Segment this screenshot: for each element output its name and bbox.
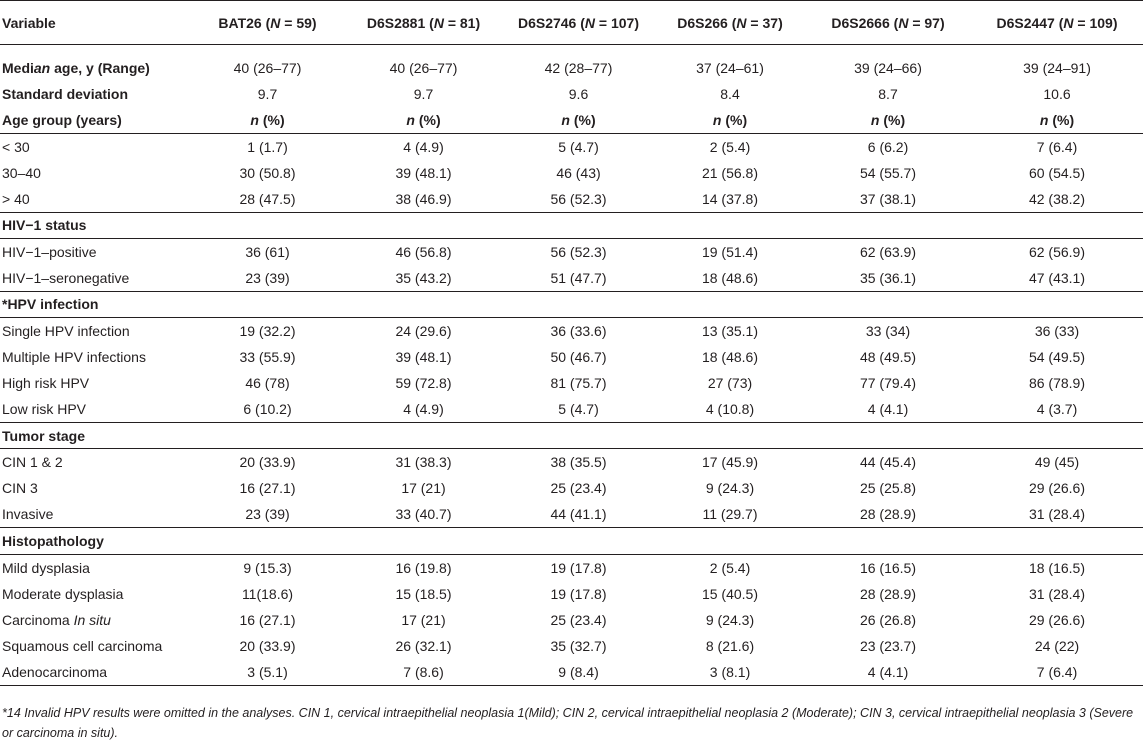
row-label: 30–40 — [2, 164, 41, 181]
table-header-row — [0, 1, 1143, 45]
table-cell: 28 (28.9) — [805, 502, 971, 528]
table-cell: 15 (18.5) — [395, 585, 452, 602]
table-cell: 29 (26.6) — [1028, 480, 1086, 497]
table-cell: 29 (26.6) — [1028, 611, 1086, 628]
header-variable: Variable — [0, 1, 190, 45]
row-label: Carcinoma In situ — [2, 611, 111, 628]
table-cell: 56 (52.3) — [550, 243, 607, 260]
table-cell: 33 (55.9) — [239, 348, 296, 365]
table-cell: 6 (6.2) — [867, 138, 909, 155]
table-cell: 4 (10.8) — [655, 396, 805, 422]
table-cell: 49 (45) — [1034, 454, 1080, 471]
table-cell: 11 (29.7) — [655, 502, 805, 528]
table-cell: 54 (49.5) — [1028, 348, 1086, 365]
table-cell: 6 (10.2) — [190, 396, 345, 422]
table-cell: 15 (40.5) — [701, 585, 759, 602]
table-cell: 7 (6.4) — [1036, 138, 1078, 155]
table-cell: 17 (21) — [401, 611, 446, 628]
table-cell: 4 (4.1) — [805, 396, 971, 422]
section-label: *HPV infection — [0, 291, 190, 317]
row-label: Mild dysplasia — [2, 559, 90, 576]
table-cell: 9.7 — [257, 85, 278, 102]
row-label: HIV−1–positive — [2, 243, 97, 260]
table-cell: 77 (79.4) — [859, 375, 917, 392]
table-cell: 23 (39) — [190, 265, 345, 291]
table-row-median-age — [0, 55, 1143, 81]
table-cell: 20 (33.9) — [239, 638, 296, 655]
row-label: Multiple HPV infections — [2, 348, 146, 365]
table-cell: 4 (4.9) — [345, 396, 502, 422]
table-cell: 31 (28.4) — [971, 502, 1143, 528]
table-cell: 19 (51.4) — [701, 243, 759, 260]
table-cell: 19 (32.2) — [239, 322, 296, 339]
table-row — [0, 265, 1143, 291]
section-header-age-group — [0, 107, 1143, 133]
table-cell: 19 (17.8) — [550, 585, 607, 602]
table-cell: 62 (63.9) — [859, 243, 917, 260]
table-cell: 4 (4.9) — [403, 138, 444, 155]
table-cell: 37 (24–61) — [696, 59, 764, 76]
table-cell: 86 (78.9) — [1028, 375, 1086, 392]
table-cell: 9.7 — [413, 85, 434, 102]
table-row — [0, 633, 1143, 659]
table-cell: 9 (15.3) — [243, 559, 292, 576]
table-cell: 38 (46.9) — [345, 186, 502, 212]
table-cell: 42 (28–77) — [544, 59, 613, 76]
n-pct-header: n (%) — [502, 107, 655, 133]
table-cell: 1 (1.7) — [247, 138, 288, 155]
table-cell: 18 (48.6) — [701, 348, 759, 365]
section-header-hiv-status — [0, 212, 1143, 238]
row-label: High risk HPV — [2, 375, 90, 392]
table-cell: 7 (6.4) — [971, 659, 1143, 685]
table-cell: 26 (26.8) — [859, 611, 917, 628]
table-cell: 16 (27.1) — [239, 480, 296, 497]
header-col-d6s2666: D6S2666 (N = 97) — [805, 1, 971, 45]
table-row-standard-deviation — [0, 81, 1143, 107]
table-row — [0, 239, 1143, 265]
table-cell: 21 (56.8) — [701, 164, 759, 181]
table-cell: 42 (38.2) — [971, 186, 1143, 212]
table-cell: 20 (33.9) — [239, 454, 296, 471]
header-col-d6s2746: D6S2746 (N = 107) — [502, 1, 655, 45]
table-cell: 36 (61) — [245, 243, 290, 260]
n-pct-header: n (%) — [805, 107, 971, 133]
table-cell: 17 (21) — [401, 480, 446, 497]
table-cell: 8.7 — [878, 85, 898, 102]
n-pct-header: n (%) — [345, 107, 502, 133]
table-cell: 50 (46.7) — [550, 348, 607, 365]
section-header-tumor-stage — [0, 423, 1143, 449]
table-cell: 35 (32.7) — [550, 638, 607, 655]
table-cell: 17 (45.9) — [701, 454, 759, 471]
table-cell: 48 (49.5) — [859, 348, 917, 365]
table-cell: 40 (26–77) — [389, 59, 458, 76]
table-row — [0, 475, 1143, 501]
table-cell: 14 (37.8) — [655, 186, 805, 212]
table-cell: 51 (47.7) — [502, 265, 655, 291]
row-label: CIN 3 — [2, 480, 38, 497]
table-cell: 18 (48.6) — [655, 265, 805, 291]
table-cell: 37 (38.1) — [805, 186, 971, 212]
section-label: Tumor stage — [0, 423, 190, 449]
table-cell: 2 (5.4) — [709, 138, 751, 155]
table-cell: 46 (78) — [245, 375, 290, 392]
section-label: Histopathology — [0, 528, 190, 554]
table-cell: 4 (4.1) — [805, 659, 971, 685]
table-row — [0, 133, 1143, 159]
table-cell: 16 (27.1) — [239, 611, 296, 628]
table-cell: 62 (56.9) — [1028, 243, 1086, 260]
table-cell: 19 (17.8) — [550, 559, 607, 576]
table-row — [0, 370, 1143, 396]
table-cell: 28 (28.9) — [859, 585, 917, 602]
table-cell: 24 (22) — [1034, 638, 1080, 655]
table-row — [0, 186, 1143, 212]
header-col-bat26: BAT26 (N = 59) — [190, 1, 345, 45]
table-cell: 25 (23.4) — [550, 480, 607, 497]
table-cell: 9 (8.4) — [502, 659, 655, 685]
table-row — [0, 449, 1143, 475]
table-cell: 47 (43.1) — [971, 265, 1143, 291]
table-cell: 2 (5.4) — [709, 559, 751, 576]
table-cell: 9 (24.3) — [705, 611, 755, 628]
n-pct-header: n (%) — [655, 107, 805, 133]
section-header-hpv-infection — [0, 291, 1143, 317]
table-cell: 46 (43) — [556, 164, 601, 181]
table-cell: 33 (34) — [865, 322, 911, 339]
table-cell: 59 (72.8) — [395, 375, 452, 392]
row-label: Median age, y (Range) — [2, 59, 150, 76]
table-cell: 11(18.6) — [241, 585, 294, 602]
table-cell: 18 (16.5) — [1028, 559, 1086, 576]
table-cell: 40 (26–77) — [233, 59, 302, 76]
table-cell: 27 (73) — [707, 375, 753, 392]
table-row — [0, 502, 1143, 528]
section-label: Age group (years) — [0, 107, 190, 133]
table-row — [0, 580, 1143, 606]
row-label: HIV−1–seronegative — [0, 265, 190, 291]
table-cell: 35 (36.1) — [805, 265, 971, 291]
table-cell: 9.6 — [568, 85, 589, 102]
row-label: Adenocarcinoma — [0, 659, 190, 685]
row-label: Single HPV infection — [2, 322, 130, 339]
table-row — [0, 659, 1143, 685]
table-cell: 5 (4.7) — [558, 138, 599, 155]
table-cell: 3 (5.1) — [190, 659, 345, 685]
section-label: HIV−1 status — [0, 212, 190, 238]
table-cell: 39 (48.1) — [395, 164, 452, 181]
row-label: > 40 — [0, 186, 190, 212]
table-cell: 39 (48.1) — [395, 348, 452, 365]
table-cell: 5 (4.7) — [502, 396, 655, 422]
table-cell: 25 (23.4) — [550, 611, 607, 628]
table-cell: 36 (33.6) — [550, 322, 607, 339]
table-cell: 31 (38.3) — [395, 454, 452, 471]
table-row — [0, 317, 1143, 343]
row-label: Low risk HPV — [0, 396, 190, 422]
table-cell: 8 (21.6) — [705, 638, 755, 655]
table-cell: 54 (55.7) — [859, 164, 917, 181]
table-cell: 25 (25.8) — [859, 480, 917, 497]
table-row — [0, 160, 1143, 186]
header-col-d6s266: D6S266 (N = 37) — [655, 1, 805, 45]
table-cell: 16 (19.8) — [395, 559, 452, 576]
table-row — [0, 396, 1143, 422]
table-cell: 16 (16.5) — [859, 559, 917, 576]
table-cell: 8.4 — [720, 85, 740, 102]
table-cell: 28 (47.5) — [190, 186, 345, 212]
table-cell: 13 (35.1) — [701, 322, 759, 339]
table-cell: 36 (33) — [1034, 322, 1080, 339]
table-cell: 23 (39) — [190, 502, 345, 528]
header-col-d6s2447: D6S2447 (N = 109) — [971, 1, 1143, 45]
table-row — [0, 607, 1143, 633]
table-cell: 9 (24.3) — [705, 480, 755, 497]
table-cell: 60 (54.5) — [1028, 164, 1086, 181]
header-col-d6s2881: D6S2881 (N = 81) — [345, 1, 502, 45]
table-cell: 23 (23.7) — [859, 638, 917, 655]
row-label: Squamous cell carcinoma — [2, 638, 163, 655]
table-row — [0, 554, 1143, 580]
table-cell: 39 (24–91) — [1023, 59, 1091, 76]
n-pct-header: n (%) — [190, 107, 345, 133]
table-cell: 7 (8.6) — [345, 659, 502, 685]
table-cell: 4 (3.7) — [971, 396, 1143, 422]
table-cell: 33 (40.7) — [345, 502, 502, 528]
row-label: < 30 — [2, 138, 30, 155]
table-row — [0, 344, 1143, 370]
table-cell: 24 (29.6) — [395, 322, 452, 339]
table-cell: 30 (50.8) — [239, 164, 296, 181]
row-label: CIN 1 & 2 — [2, 454, 63, 471]
table-cell: 56 (52.3) — [502, 186, 655, 212]
table-cell: 31 (28.4) — [1028, 585, 1086, 602]
row-label: Invasive — [0, 502, 190, 528]
table-cell: 26 (32.1) — [395, 638, 452, 655]
table-cell: 44 (45.4) — [859, 454, 917, 471]
table-footnote: *14 Invalid HPV results were omitted in the analyses. CIN 1, cervical intraepithelial neoplasia 1(Mild); CIN 2, cervical intraepithelial neoplasia 2 (Moderate); CIN 3, cervical intraepithelial neoplasia 3 (Severe or carcinoma in situ). — [2, 706, 1134, 740]
table-cell: 38 (35.5) — [550, 454, 607, 471]
table-cell: 46 (56.8) — [395, 243, 452, 260]
table-cell: 10.6 — [1043, 85, 1071, 102]
row-label: Moderate dysplasia — [2, 585, 124, 602]
row-label: Standard deviation — [2, 85, 129, 102]
table-cell: 81 (75.7) — [550, 375, 607, 392]
table-cell: 44 (41.1) — [502, 502, 655, 528]
table-cell: 35 (43.2) — [345, 265, 502, 291]
table-cell: 3 (8.1) — [655, 659, 805, 685]
n-pct-header: n (%) — [971, 107, 1143, 133]
section-header-histopathology — [0, 528, 1143, 554]
table-cell: 39 (24–66) — [854, 59, 922, 76]
